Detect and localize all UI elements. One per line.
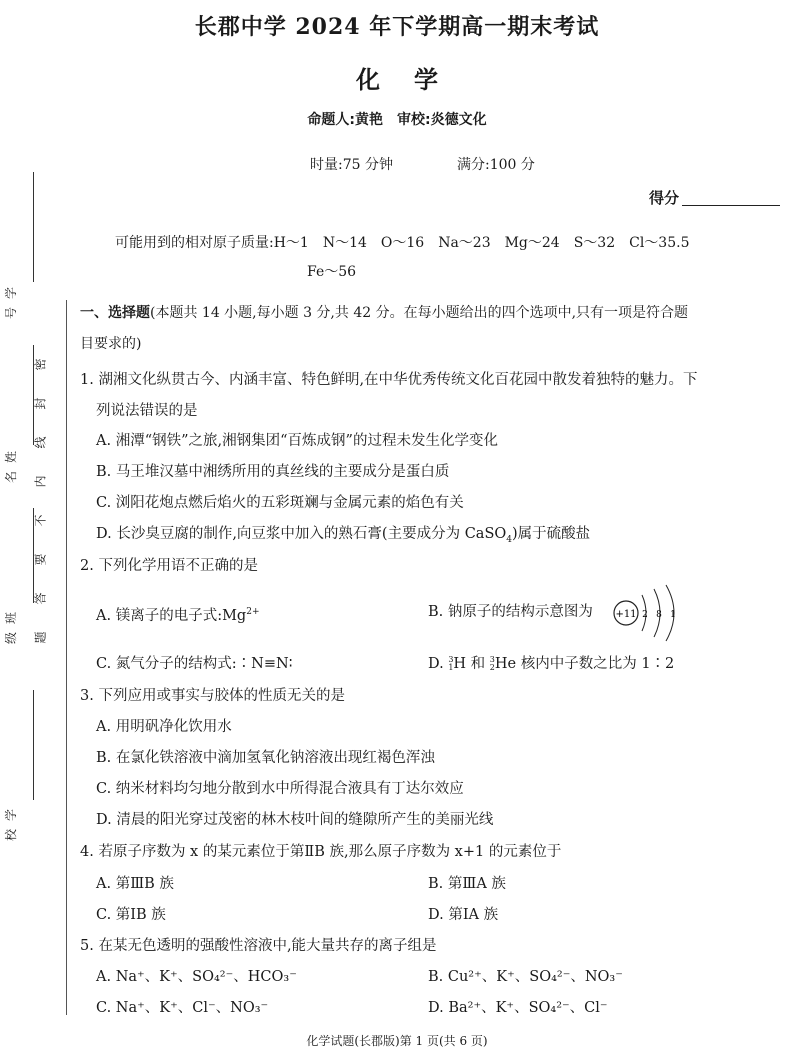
q4-option-b[interactable]: B. 第ⅢA 族 <box>428 876 506 892</box>
q1-option-b[interactable]: B. 马王堆汉墓中湘绣所用的真丝线的主要成分是蛋白质 <box>96 464 450 480</box>
time-limit: 时量:75 分钟 <box>310 157 393 173</box>
q3-option-a[interactable]: A. 用明矾净化饮用水 <box>96 719 232 735</box>
q3-option-b[interactable]: B. 在氯化铁溶液中滴加氢氧化钠溶液出现红褐色浑浊 <box>96 750 435 766</box>
q1-option-a[interactable]: A. 湘潭“钢铁”之旅,湘钢集团“百炼成钢”的过程未发生化学变化 <box>96 433 498 449</box>
q4-option-a[interactable]: A. 第ⅢB 族 <box>96 876 174 892</box>
q5-option-c[interactable]: C. Na⁺、K⁺、Cl⁻、NO₃⁻ <box>96 1000 269 1016</box>
sodium-atom-diagram <box>612 583 692 643</box>
q3-option-d[interactable]: D. 清晨的阳光穿过茂密的林木枝叶间的缝隙所产生的美丽光线 <box>96 812 494 828</box>
q5-option-b[interactable]: B. Cu²⁺、K⁺、SO₄²⁻、NO₃⁻ <box>428 969 623 985</box>
q5-stem: 5. 在某无色透明的强酸性溶液中,能大量共存的离子组是 <box>80 938 437 954</box>
q2-option-a[interactable] <box>96 602 260 626</box>
school-label: 学 校 <box>4 809 18 842</box>
q2-a-sup: 2+ <box>246 607 260 617</box>
q4-option-c[interactable]: C. 第ⅠB 族 <box>96 907 166 923</box>
q3-stem: 3. 下列应用或事实与胶体的性质无关的是 <box>80 688 345 704</box>
q2-option-d[interactable] <box>428 654 674 674</box>
q3-option-c[interactable]: C. 纳米材料均匀地分散到水中所得混合液具有丁达尔效应 <box>96 781 464 797</box>
nucleus-charge: +11 <box>615 609 637 620</box>
score-label: 得分 <box>649 189 680 207</box>
author-line: 命题人:黄艳 审校:炎德文化 <box>307 112 487 128</box>
shell-electrons-1: 2 <box>642 610 648 620</box>
q2-option-c[interactable]: C. 氮气分子的结构式:∶N≡N∶ <box>96 656 293 672</box>
q1-stem-line1: 1. 湖湘文化纵贯古今、内涵丰富、特色鲜明,在中华优秀传统文化百花园中散发着独特的魅力。下 <box>80 372 698 388</box>
q2-d-h: H 和 <box>453 656 490 672</box>
exam-title: 长郡中学 2024 年下学期高一期末考试 <box>194 14 600 40</box>
q2-d-h-number: 1 <box>448 663 454 672</box>
q2-d-he-number: 2 <box>489 663 495 672</box>
section1-desc-line2: 目要求的) <box>80 336 142 352</box>
q5-option-a[interactable]: A. Na⁺、K⁺、SO₄²⁻、HCO₃⁻ <box>96 969 297 985</box>
q1-stem-line2: 列说法错误的是 <box>96 403 198 419</box>
binding-warning: 密 封 线 内 不 要 答 题 <box>33 358 48 644</box>
school-line <box>33 690 34 800</box>
q2-d-h-mass: 3 <box>448 655 454 664</box>
section1-title: 一、选择题 <box>80 305 150 321</box>
name-label: 姓 名 <box>4 451 18 484</box>
q4-stem: 4. 若原子序数为 x 的某元素位于第ⅡB 族,那么原子序数为 x+1 的元素位于 <box>80 844 562 860</box>
section1-heading <box>80 299 688 328</box>
atomic-mass-line1: 可能用到的相对原子质量:H～1 N～14 O～16 Na～23 Mg～24 S～32 Cl～35.5 <box>115 235 690 251</box>
q1-d-pre: D. 长沙臭豆腐的制作,向豆浆中加入的熟石膏(主要成分为 CaSO <box>96 526 507 542</box>
shell-electrons-2: 8 <box>656 610 662 620</box>
binding-border <box>66 300 67 1015</box>
class-label: 班 级 <box>4 612 18 645</box>
q2-option-b[interactable]: B. 钠原子的结构示意图为 <box>428 604 593 620</box>
q2-d-post: He 核内中子数之比为 1∶2 <box>494 656 675 672</box>
q4-option-d[interactable]: D. 第ⅠA 族 <box>428 907 499 923</box>
q2-d-he-mass: 3 <box>489 655 495 664</box>
student-id-line <box>33 172 34 282</box>
subject-title: 化学 <box>356 65 472 94</box>
section1-desc: (本题共 14 小题,每小题 3 分,共 42 分。在每小题给出的四个选项中,只有一项是符合题 <box>150 305 689 321</box>
q5-option-d[interactable]: D. Ba²⁺、K⁺、SO₄²⁻、Cl⁻ <box>428 1000 608 1016</box>
shell-electrons-3: 1 <box>670 610 676 620</box>
q2-stem: 2. 下列化学用语不正确的是 <box>80 558 258 574</box>
score-blank[interactable] <box>682 205 780 206</box>
q2-a-pre: A. 镁离子的电子式:Mg <box>96 607 247 624</box>
q1-d-post: )属于硫酸盐 <box>512 526 591 542</box>
q1-option-c[interactable]: C. 浏阳花炮点燃后焰火的五彩斑斓与金属元素的焰色有关 <box>96 495 464 511</box>
q1-option-d[interactable] <box>96 524 590 550</box>
page-footer: 化学试题(长郡版)第 1 页(共 6 页) <box>306 1034 488 1048</box>
full-score: 满分:100 分 <box>457 157 535 173</box>
student-id-label: 学 号 <box>4 287 18 320</box>
q2-d-pre: D. <box>428 656 449 672</box>
atomic-mass-line2: Fe～56 <box>307 264 357 280</box>
q1-d-sub: 4 <box>506 534 512 545</box>
